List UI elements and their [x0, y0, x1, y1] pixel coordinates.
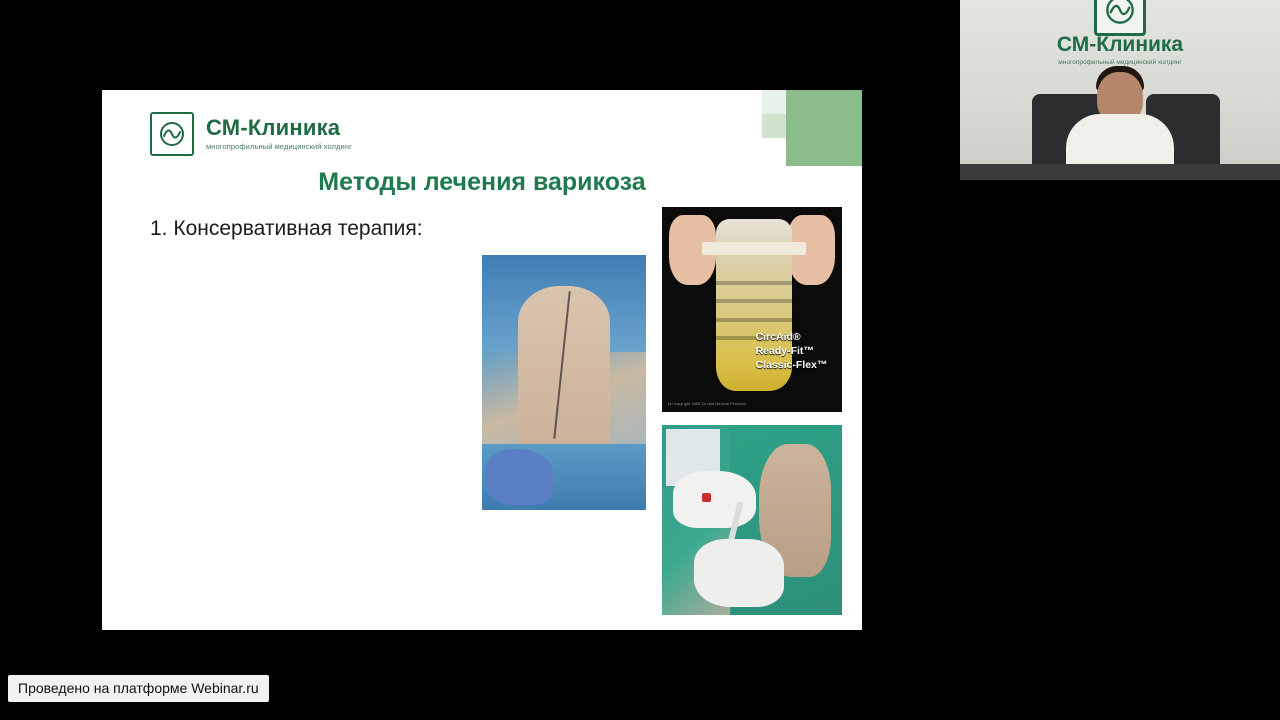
slide-logo-text: [206, 117, 352, 151]
compression-boot-copyright: 1st copyright 2005 Circaid Medical Products: [667, 401, 747, 406]
caption-line-1: CircAid®: [755, 331, 801, 343]
caption-line-3: Classic-Flex™: [755, 359, 828, 372]
photo-glove-upper: [673, 471, 756, 528]
photo-red-marker: [702, 493, 711, 502]
compression-boot-caption: [756, 330, 828, 373]
photo-glove: [485, 449, 554, 505]
player-bottom-bar: [0, 680, 1280, 720]
compression-boot-photo: [662, 207, 842, 412]
decoration-square-small-top: [762, 90, 786, 114]
platform-badge: Проведено на платформе Webinar.ru: [8, 675, 269, 702]
wall-sm-clinic-logo-icon: [1094, 0, 1146, 36]
wall-logo-subtitle: многопрофильный медицинский холдинг: [1058, 59, 1182, 66]
slide-viewport[interactable]: [0, 90, 963, 630]
slide-title: Методы лечения варикоза: [318, 168, 646, 196]
photo-boot-strap: [702, 242, 806, 255]
wall-logo-text: [1057, 34, 1183, 66]
presenter-webcam[interactable]: [960, 0, 1280, 180]
slide-logo: [150, 112, 352, 156]
decoration-square-small-bottom: [762, 114, 786, 138]
caption-line-2: Ready-Fit™: [755, 345, 814, 358]
photo-glove-lower: [694, 539, 784, 607]
slide-bullet-1: 1. Консервативная терапия:: [150, 217, 423, 240]
sm-clinic-logo-icon: [150, 112, 194, 156]
photo-boot-band-3: [712, 318, 795, 322]
slide-logo-title: СМ-Клиника: [206, 115, 341, 141]
injection-procedure-photo: [662, 425, 842, 615]
slide-logo-subtitle: многопрофильный медицинский холдинг: [206, 142, 352, 152]
photo-boot-band-1: [712, 281, 795, 285]
photo-boot-band-2: [712, 299, 795, 303]
wall-logo-title: СМ-Клиника: [1056, 33, 1184, 56]
decoration-square-large: [786, 90, 862, 166]
table-edge: [960, 164, 1280, 180]
surgery-leg-photo: [482, 255, 646, 510]
slide-content: [102, 90, 862, 630]
